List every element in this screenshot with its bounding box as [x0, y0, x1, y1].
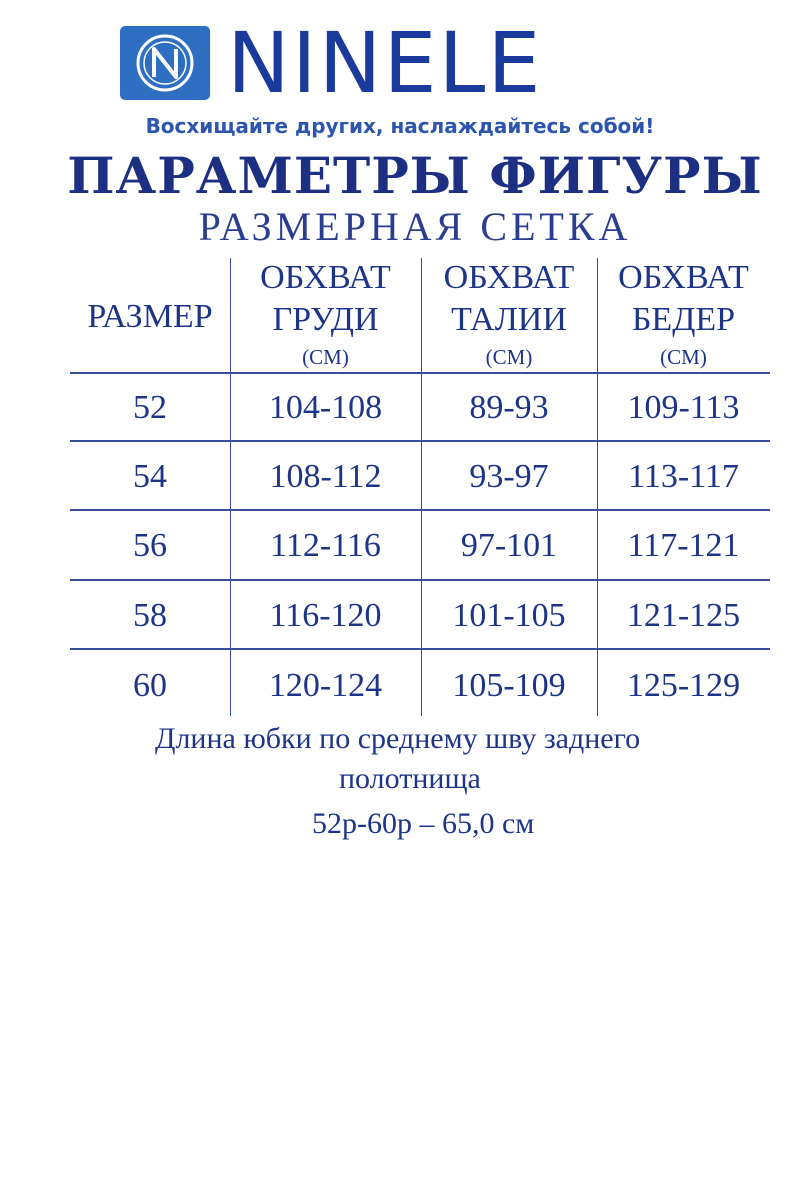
- header-size: РАЗМЕР: [87, 298, 213, 335]
- page-title: ПАРАМЕТРЫ ФИГУРЫ: [67, 146, 763, 205]
- logo-n-emblem-icon: [120, 26, 210, 100]
- page-subtitle: РАЗМЕРНАЯ СЕТКА: [198, 204, 632, 249]
- header-chest-unit: (СМ): [302, 345, 349, 369]
- skirt-length-note-line2: полотнища: [339, 762, 481, 795]
- table-cell-hips: 121-125: [626, 597, 741, 634]
- header-chest-line2: ГРУДИ: [272, 301, 379, 338]
- header-hips-line2: БЕДЕР: [631, 301, 736, 338]
- table-cell-hips: 109-113: [627, 389, 740, 426]
- table-cell-size: 58: [133, 597, 167, 634]
- header-hips-unit: (СМ): [660, 345, 707, 369]
- table-cell-waist: 97-101: [460, 527, 558, 564]
- row-divider: [70, 509, 770, 511]
- brand-logo-icon: [120, 26, 210, 100]
- table-cell-chest: 104-108: [268, 389, 383, 426]
- header-waist-line2: ТАЛИИ: [451, 301, 567, 338]
- table-cell-waist: 105-109: [452, 667, 566, 704]
- skirt-length-note-value: 52р-60р – 65,0 см: [312, 807, 535, 840]
- brand-name: NINELE: [227, 14, 543, 112]
- table-cell-waist: 93-97: [469, 458, 549, 495]
- header-waist-line1: ОБХВАТ: [443, 259, 575, 296]
- brand-tagline: Восхищайте других, наслаждайтесь собой!: [145, 114, 655, 138]
- table-cell-size: 60: [133, 667, 167, 704]
- table-cell-waist: 89-93: [469, 389, 549, 426]
- table-cell-waist: 101-105: [452, 597, 566, 634]
- table-cell-size: 52: [133, 389, 167, 426]
- skirt-length-note-line1: Длина юбки по среднему шву заднего: [155, 722, 641, 755]
- table-cell-chest: 116-120: [269, 597, 382, 634]
- row-divider: [70, 579, 770, 581]
- table-cell-hips: 113-117: [628, 458, 739, 495]
- header-hips-line1: ОБХВАТ: [618, 259, 749, 296]
- header-chest-line1: ОБХВАТ: [260, 259, 391, 296]
- row-divider: [70, 440, 770, 442]
- table-cell-hips: 125-129: [626, 667, 741, 704]
- table-cell-size: 56: [133, 527, 167, 564]
- header-waist-unit: (СМ): [485, 345, 533, 369]
- row-divider: [70, 648, 770, 650]
- table-cell-size: 54: [133, 458, 167, 495]
- table-cell-chest: 120-124: [268, 667, 383, 704]
- row-divider: [70, 372, 770, 374]
- table-cell-chest: 112-116: [270, 527, 381, 564]
- table-cell-hips: 117-121: [627, 527, 740, 564]
- table-cell-chest: 108-112: [269, 458, 382, 495]
